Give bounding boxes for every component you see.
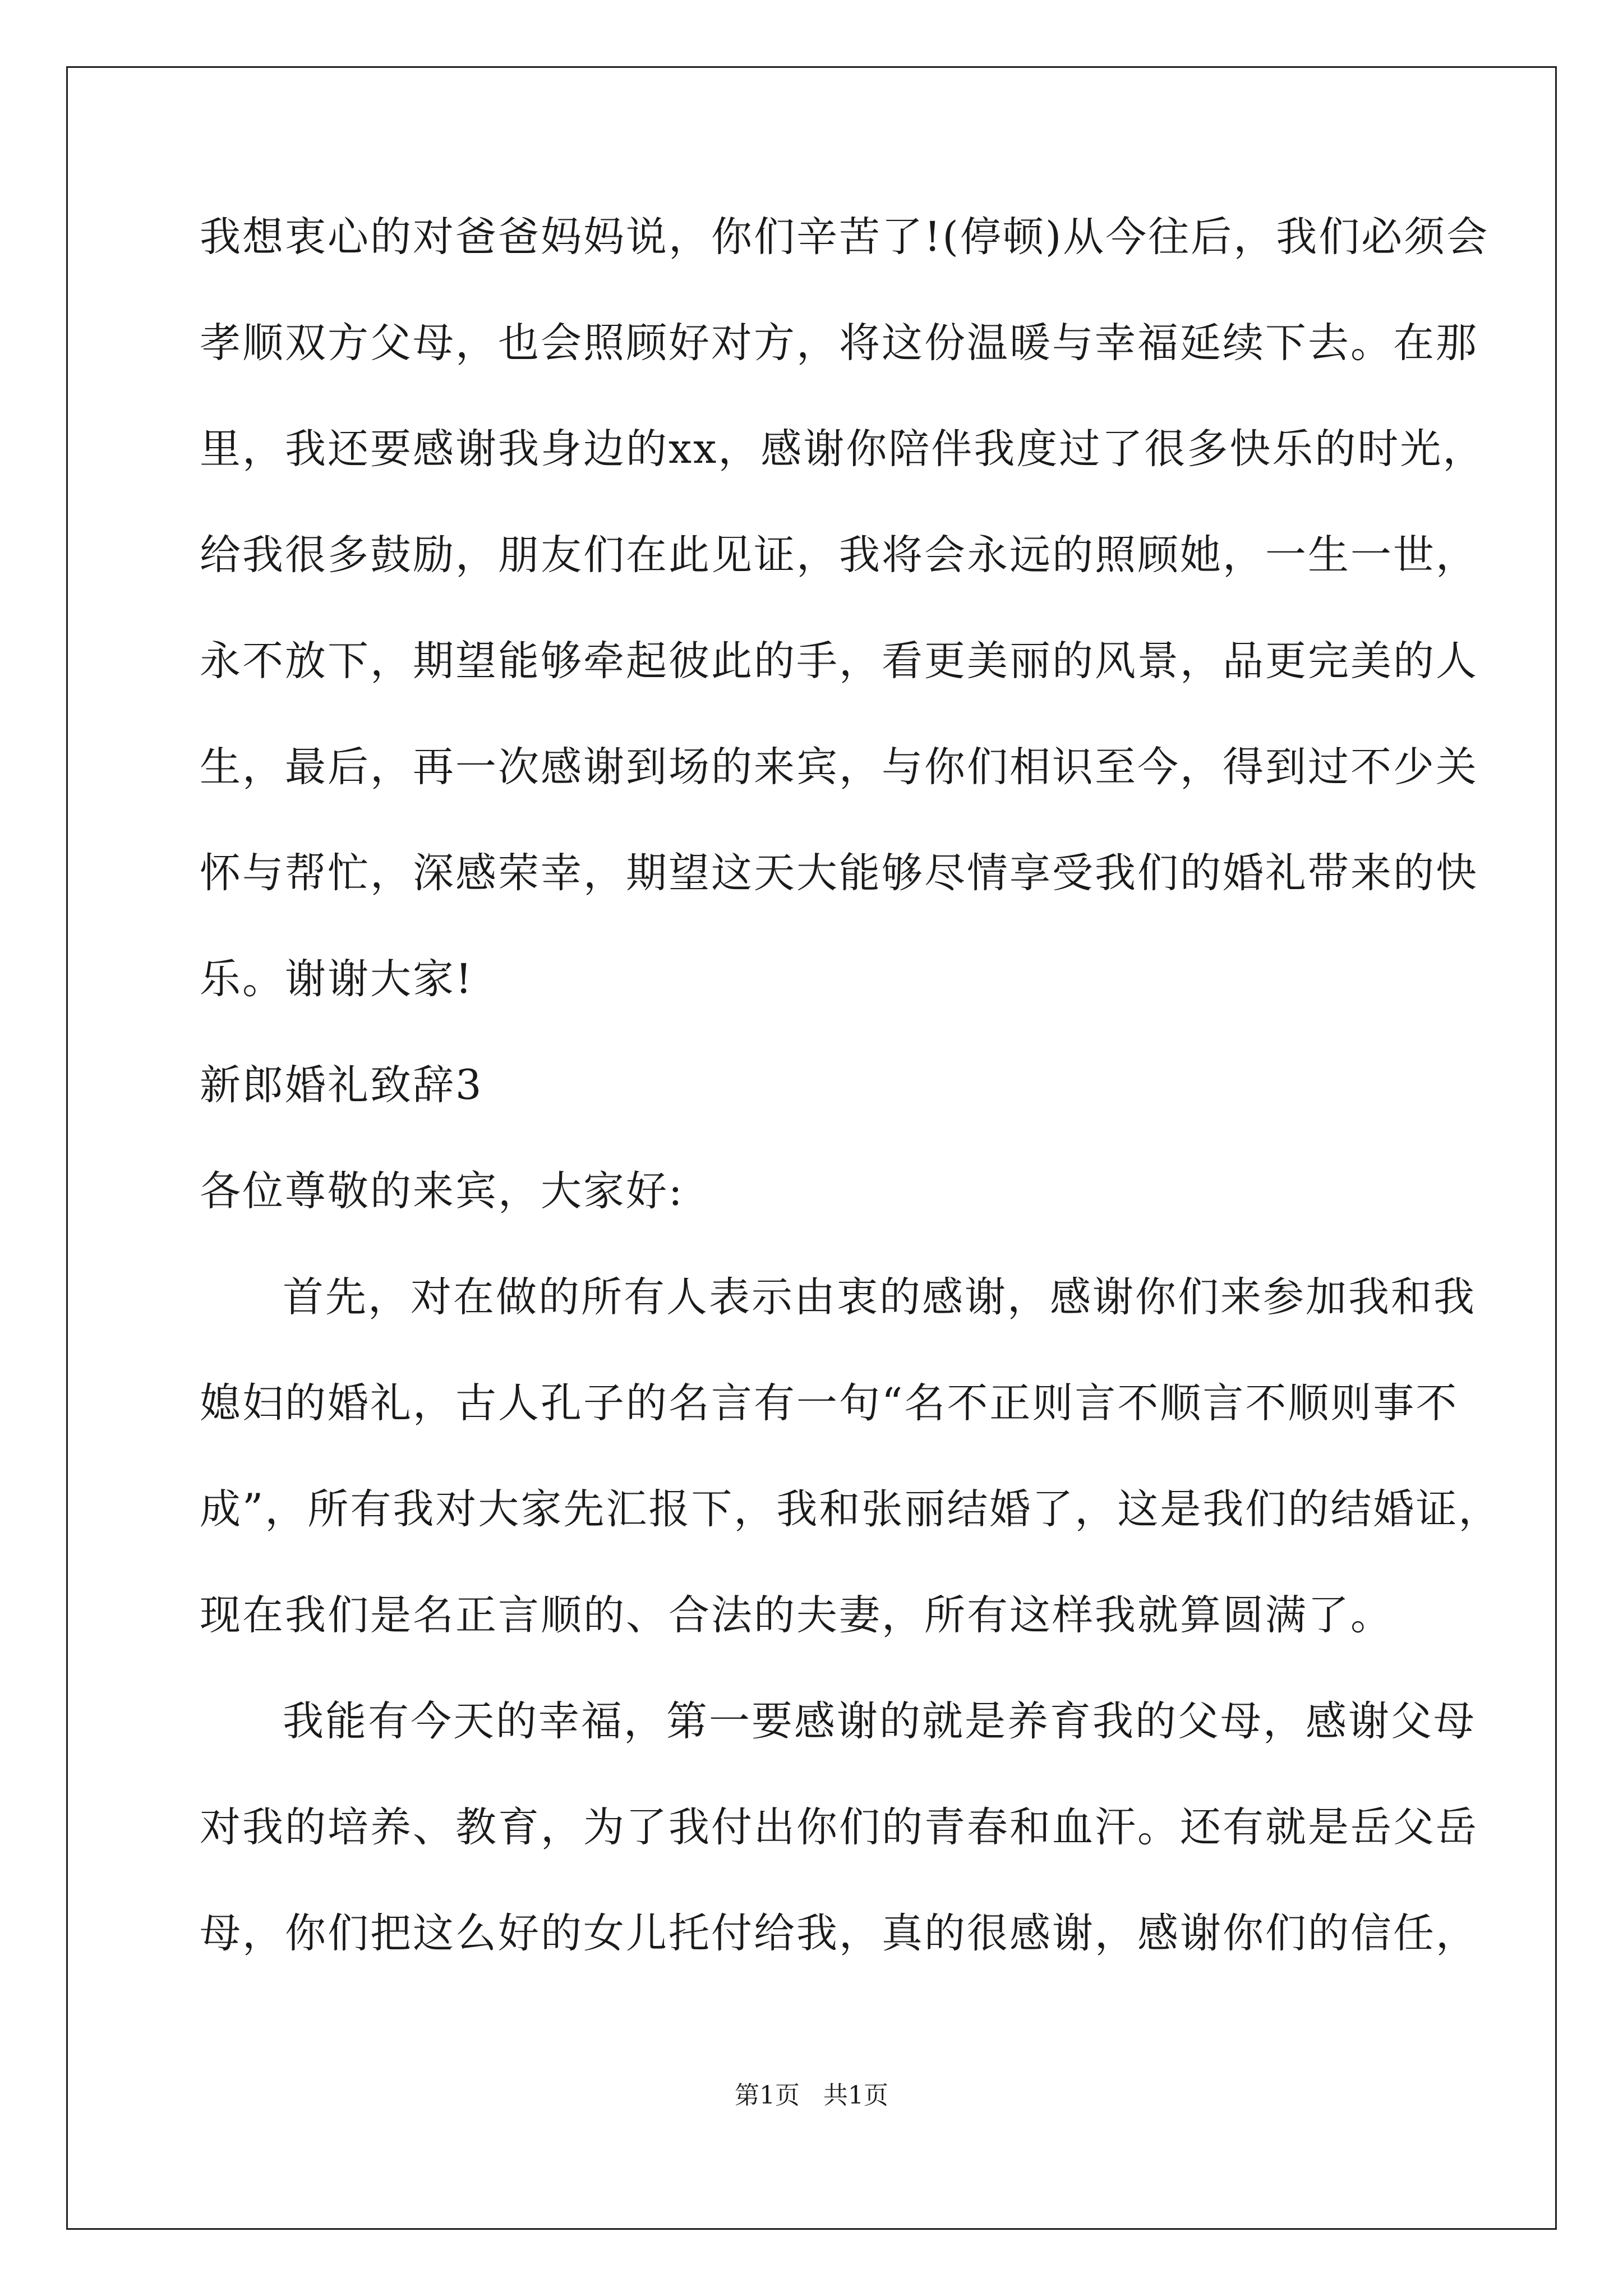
salutation: 各位尊敬的来宾，大家好: xyxy=(200,1167,684,1215)
text-line: 媳妇的婚礼，古人孔子的名言有一句“名不正则言不顺言不顺则事不 xyxy=(200,1379,1459,1427)
text-line: 母，你们把这么好的女儿托付给我，真的很感谢，感谢你们的信任， xyxy=(200,1910,1478,1957)
text-line: 永不放下，期望能够牵起彼此的手，看更美丽的风景，品更完美的人 xyxy=(200,637,1478,685)
text-line: 现在我们是名正言顺的、合法的夫妻，所有这样我就算圆满了。 xyxy=(200,1591,1393,1639)
text-line: 生，最后，再一次感谢到场的来宾，与你们相识至今，得到过不少关 xyxy=(200,743,1478,791)
text-line: 对我的培养、教育，为了我付出你们的青春和血汗。还有就是岳父岳 xyxy=(200,1803,1478,1851)
section-heading: 新郎婚礼致辞3 xyxy=(200,1061,483,1109)
text-line: 成”，所有我对大家先汇报下，我和张丽结婚了，这是我们的结婚证， xyxy=(200,1485,1501,1533)
text-line: 里，我还要感谢我身边的xx，感谢你陪伴我度过了很多快乐的时光， xyxy=(200,425,1486,473)
text-line: 乐。谢谢大家! xyxy=(200,955,474,1003)
text-line: 怀与帮忙，深感荣幸，期望这天大能够尽情享受我们的婚礼带来的快 xyxy=(200,849,1478,897)
text-line: 孝顺双方父母，也会照顾好对方，将这份温暖与幸福延续下去。在那 xyxy=(200,319,1478,367)
page-number-footer: 第1页 共1页 xyxy=(735,2081,888,2110)
document-body xyxy=(200,210,1501,2013)
paragraph-start-line: 我能有今天的幸福，第一要感谢的就是养育我的父母，感谢父母 xyxy=(283,1697,1476,1745)
text-line: 给我很多鼓励，朋友们在此见证，我将会永远的照顾她，一生一世， xyxy=(200,531,1478,579)
paragraph-start-line: 首先，对在做的所有人表示由衷的感谢，感谢你们来参加我和我 xyxy=(283,1273,1476,1321)
text-line: 我想衷心的对爸爸妈妈说，你们辛苦了!(停顿)从今往后，我们必须会 xyxy=(200,213,1490,261)
